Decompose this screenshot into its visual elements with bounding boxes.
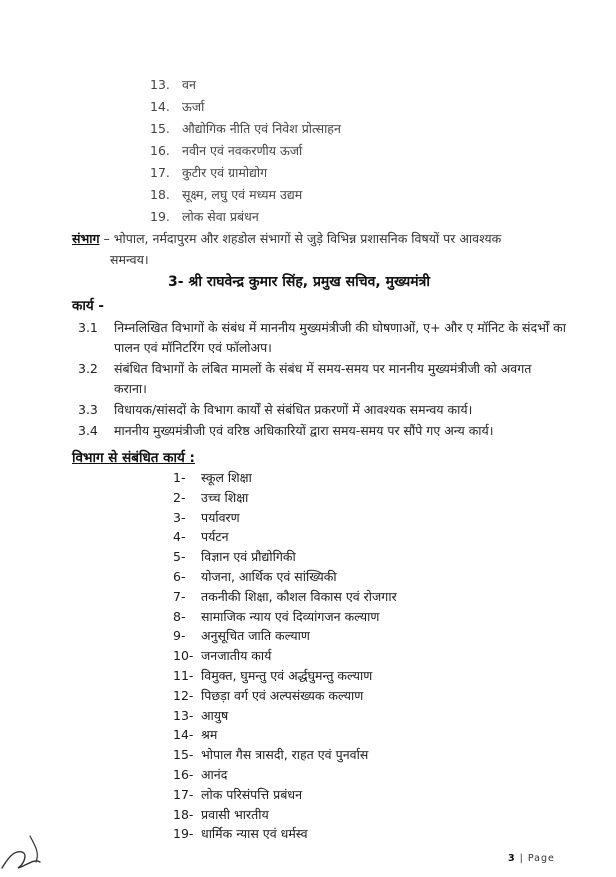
item-number: 13- bbox=[173, 707, 194, 723]
list-item bbox=[173, 588, 397, 608]
item-number: 8- bbox=[173, 608, 186, 624]
item-number: 18- bbox=[173, 806, 194, 822]
item-text: स्कूल शिक्षा bbox=[201, 470, 252, 485]
item-text: लोक परिसंपत्ति प्रबंधन bbox=[201, 786, 303, 802]
item-text: ऊर्जा bbox=[182, 99, 205, 114]
sambhag-label: संभाग bbox=[72, 231, 100, 246]
list-item bbox=[173, 568, 397, 588]
item-text: माननीय मुख्यमंत्रीजी एवं वरिष्ठ अधिकारियों द्वारा समय-समय पर सौंपे गए अन्य कार्य। bbox=[114, 423, 494, 438]
list-item bbox=[173, 687, 397, 707]
item-number: 19. bbox=[150, 209, 170, 224]
item-number: 2- bbox=[173, 489, 186, 505]
karya-item bbox=[78, 421, 568, 441]
page-label: Page bbox=[527, 853, 555, 864]
karya-item bbox=[78, 400, 568, 420]
item-number: 19- bbox=[173, 826, 194, 842]
sambhag-text-line2: समन्वय। bbox=[110, 252, 149, 267]
item-text: निम्नलिखित विभागों के संबंध में माननीय मुख्यमंत्रीजी की घोषणाओं, ए+ और ए मॉनिट के संदर्भों का पालन एवं मॉनिटरिंग एवं फॉलोअप। bbox=[114, 320, 566, 355]
karya-heading: कार्य - bbox=[72, 298, 104, 314]
item-number: 12- bbox=[173, 687, 194, 703]
item-number: 7- bbox=[173, 588, 186, 604]
item-number: 3.3 bbox=[78, 402, 98, 417]
item-number: 15- bbox=[173, 747, 194, 763]
department-list bbox=[173, 469, 397, 845]
item-number: 17. bbox=[150, 165, 170, 180]
item-number: 15. bbox=[150, 121, 170, 136]
list-item bbox=[173, 746, 397, 766]
list-item bbox=[173, 707, 397, 727]
list-item bbox=[173, 509, 397, 529]
list-item bbox=[150, 120, 341, 142]
item-text: योजना, आर्थिक एवं सांख्यिकी bbox=[201, 568, 337, 584]
item-number: 17- bbox=[173, 786, 194, 802]
page-footer bbox=[508, 853, 555, 864]
item-text: लोक सेवा प्रबंधन bbox=[182, 209, 259, 224]
item-number: 6- bbox=[173, 568, 186, 584]
item-text: पिछड़ा वर्ग एवं अल्पसंख्यक कल्याण bbox=[201, 687, 364, 703]
item-number: 3.2 bbox=[78, 361, 98, 376]
item-text: पर्यावरण bbox=[201, 509, 240, 525]
item-number: 16. bbox=[150, 143, 170, 158]
item-number: 16- bbox=[173, 766, 194, 782]
item-number: 11- bbox=[173, 667, 194, 683]
section-heading: 3- श्री राघवेन्द्र कुमार सिंह, प्रमुख सचिव, मुख्यमंत्री bbox=[168, 274, 430, 290]
item-number: 14- bbox=[173, 727, 194, 743]
item-text: आयुष bbox=[201, 707, 229, 723]
list-item bbox=[173, 726, 397, 746]
karya-item bbox=[78, 318, 568, 358]
list-item bbox=[150, 164, 341, 186]
item-text: अनुसूचित जाति कल्याण bbox=[201, 628, 310, 644]
item-text: वन bbox=[182, 77, 196, 92]
vibhag-heading: विभाग से संबंधित कार्य : bbox=[72, 450, 195, 466]
item-number: 3.4 bbox=[78, 423, 98, 438]
item-text: कुटीर एवं ग्रामोद्योग bbox=[182, 165, 268, 180]
item-text: तकनीकी शिक्षा, कौशल विकास एवं रोजगार bbox=[201, 588, 397, 604]
list-item bbox=[173, 806, 397, 826]
karya-item bbox=[78, 359, 568, 399]
list-item bbox=[173, 647, 397, 667]
list-item bbox=[173, 825, 397, 845]
item-text: नवीन एवं नवकरणीय ऊर्जा bbox=[182, 143, 303, 158]
item-text: उच्च शिक्षा bbox=[201, 489, 249, 505]
item-text: संबंधित विभागों के लंबित मामलों के संबंध में समय-समय पर माननीय मुख्यमंत्रीजी को अवगत कराना। bbox=[114, 361, 532, 396]
item-text: सूक्ष्म, लघु एवं मध्यम उद्यम bbox=[182, 187, 303, 202]
item-text: सामाजिक न्याय एवं दिव्यांगजन कल्याण bbox=[201, 608, 380, 624]
list-item bbox=[150, 142, 341, 164]
item-number: 3- bbox=[173, 509, 186, 525]
item-text: भोपाल गैस त्रासदी, राहत एवं पुनर्वास bbox=[201, 747, 369, 763]
signature-mark bbox=[0, 828, 60, 877]
list-item bbox=[150, 186, 341, 208]
page-number: 3 bbox=[508, 853, 516, 864]
list-item bbox=[150, 98, 341, 120]
sambhag-dash: – bbox=[99, 231, 114, 246]
item-number: 14. bbox=[150, 99, 170, 114]
list-item bbox=[173, 766, 397, 786]
list-item bbox=[150, 76, 341, 98]
list-item bbox=[173, 489, 397, 509]
item-number: 4- bbox=[173, 529, 186, 545]
list-item bbox=[173, 548, 397, 568]
item-text: विज्ञान एवं प्रौद्योगिकी bbox=[201, 549, 296, 565]
item-text: विमुक्त, घुमन्तु एवं अर्द्धघुमन्तु कल्याण bbox=[201, 667, 373, 683]
item-number: 9- bbox=[173, 628, 186, 644]
list-item bbox=[173, 667, 397, 687]
item-text: जनजातीय कार्य bbox=[201, 648, 272, 664]
department-list-continued bbox=[150, 76, 341, 230]
list-item bbox=[173, 528, 397, 548]
item-text: प्रवासी भारतीय bbox=[201, 806, 269, 822]
sambhag-text-line1: भोपाल, नर्मदापुरम और शहडोल संभागों से जुड़े विभिन्न प्रशासनिक विषयों पर आवश्यक bbox=[113, 231, 502, 246]
list-item bbox=[173, 786, 397, 806]
item-text: आनंद bbox=[201, 766, 228, 782]
list-item bbox=[150, 208, 341, 230]
item-number: 18. bbox=[150, 187, 170, 202]
list-item bbox=[173, 469, 397, 489]
list-item bbox=[173, 608, 397, 628]
sambhag-paragraph bbox=[72, 228, 572, 270]
list-item bbox=[173, 627, 397, 647]
item-text: विधायक/सांसदों के विभाग कार्यों से संबंधित प्रकरणों में आवश्यक समन्वय कार्य। bbox=[114, 402, 473, 417]
item-number: 3.1 bbox=[78, 320, 98, 335]
item-text: धार्मिक न्यास एवं धर्मस्व bbox=[201, 826, 308, 842]
item-text: पर्यटन bbox=[201, 529, 229, 545]
footer-separator: | bbox=[515, 853, 528, 864]
item-text: औद्योगिक नीति एवं निवेश प्रोत्साहन bbox=[182, 121, 341, 136]
item-text: श्रम bbox=[201, 727, 218, 743]
item-number: 10- bbox=[173, 648, 194, 664]
item-number: 5- bbox=[173, 549, 186, 565]
item-number: 13. bbox=[150, 77, 170, 92]
item-number: 1- bbox=[173, 470, 186, 485]
